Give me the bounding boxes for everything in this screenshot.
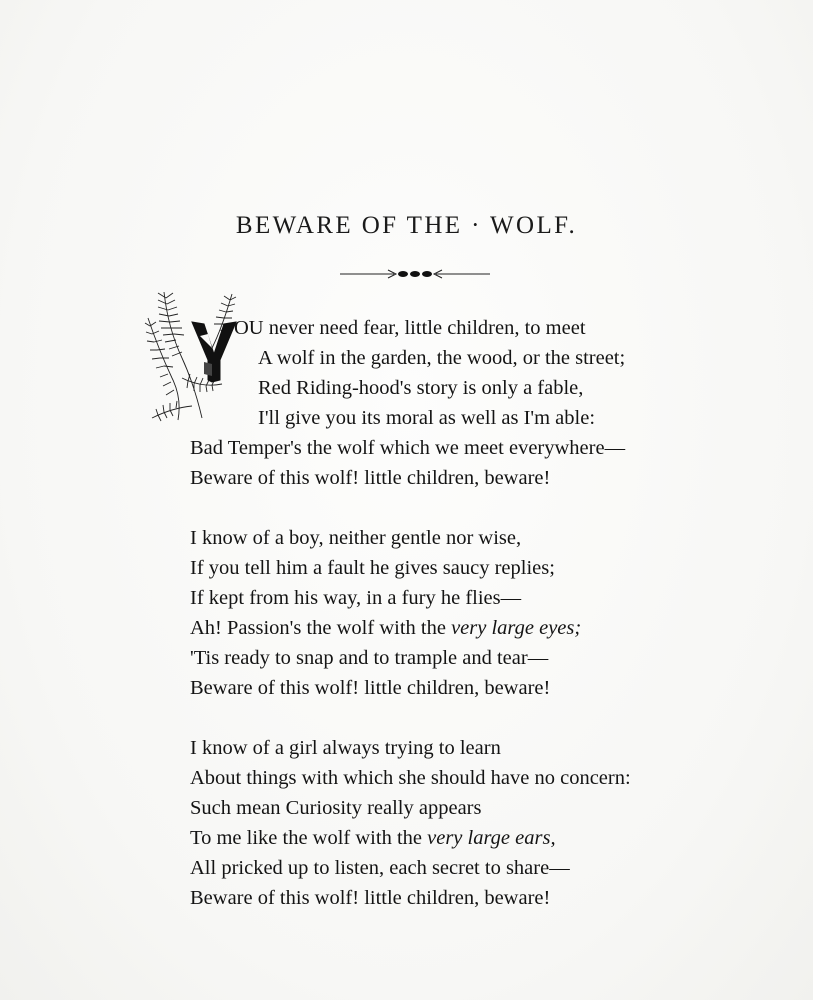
poem-line: OU never need fear, little children, to meet bbox=[234, 317, 586, 339]
poem-line bbox=[190, 826, 556, 850]
poem-line-italic: very large eyes; bbox=[451, 617, 582, 639]
poem-line: All pricked up to listen, each secret to share— bbox=[190, 857, 570, 879]
poem-line-text: To me like the wolf with the bbox=[190, 827, 428, 849]
poem-line: Beware of this wolf! little children, beware! bbox=[190, 887, 551, 909]
dropcap-y-icon bbox=[142, 288, 242, 428]
poem-line: I know of a boy, neither gentle nor wise, bbox=[190, 527, 522, 549]
poem-line: I know of a girl always trying to learn bbox=[190, 737, 501, 759]
poem-title: BEWARE OF THE · WOLF. bbox=[235, 212, 578, 239]
poem-line: A wolf in the garden, the wood, or the street; bbox=[258, 347, 626, 369]
poem-line: If kept from his way, in a fury he flies— bbox=[190, 587, 522, 609]
poem-line: Such mean Curiosity really appears bbox=[190, 797, 482, 819]
poem-line: If you tell him a fault he gives saucy replies; bbox=[190, 557, 555, 579]
ornament-divider-icon bbox=[340, 266, 490, 282]
poem-line: Bad Temper's the wolf which we meet everywhere— bbox=[190, 437, 626, 459]
poem-line: 'Tis ready to snap and to trample and tear— bbox=[190, 647, 549, 669]
poem-line: I'll give you its moral as well as I'm able: bbox=[258, 407, 596, 429]
poem-line: Beware of this wolf! little children, beware! bbox=[190, 467, 551, 489]
poem-line-text: Ah! Passion's the wolf with the bbox=[190, 617, 452, 639]
poem-line-italic: very large ears, bbox=[427, 827, 556, 849]
poem-line: Red Riding-hood's story is only a fable, bbox=[258, 377, 584, 399]
poem-line: Beware of this wolf! little children, beware! bbox=[190, 677, 551, 699]
poem-line: About things with which she should have no concern: bbox=[190, 767, 631, 789]
poem-line bbox=[190, 616, 581, 640]
